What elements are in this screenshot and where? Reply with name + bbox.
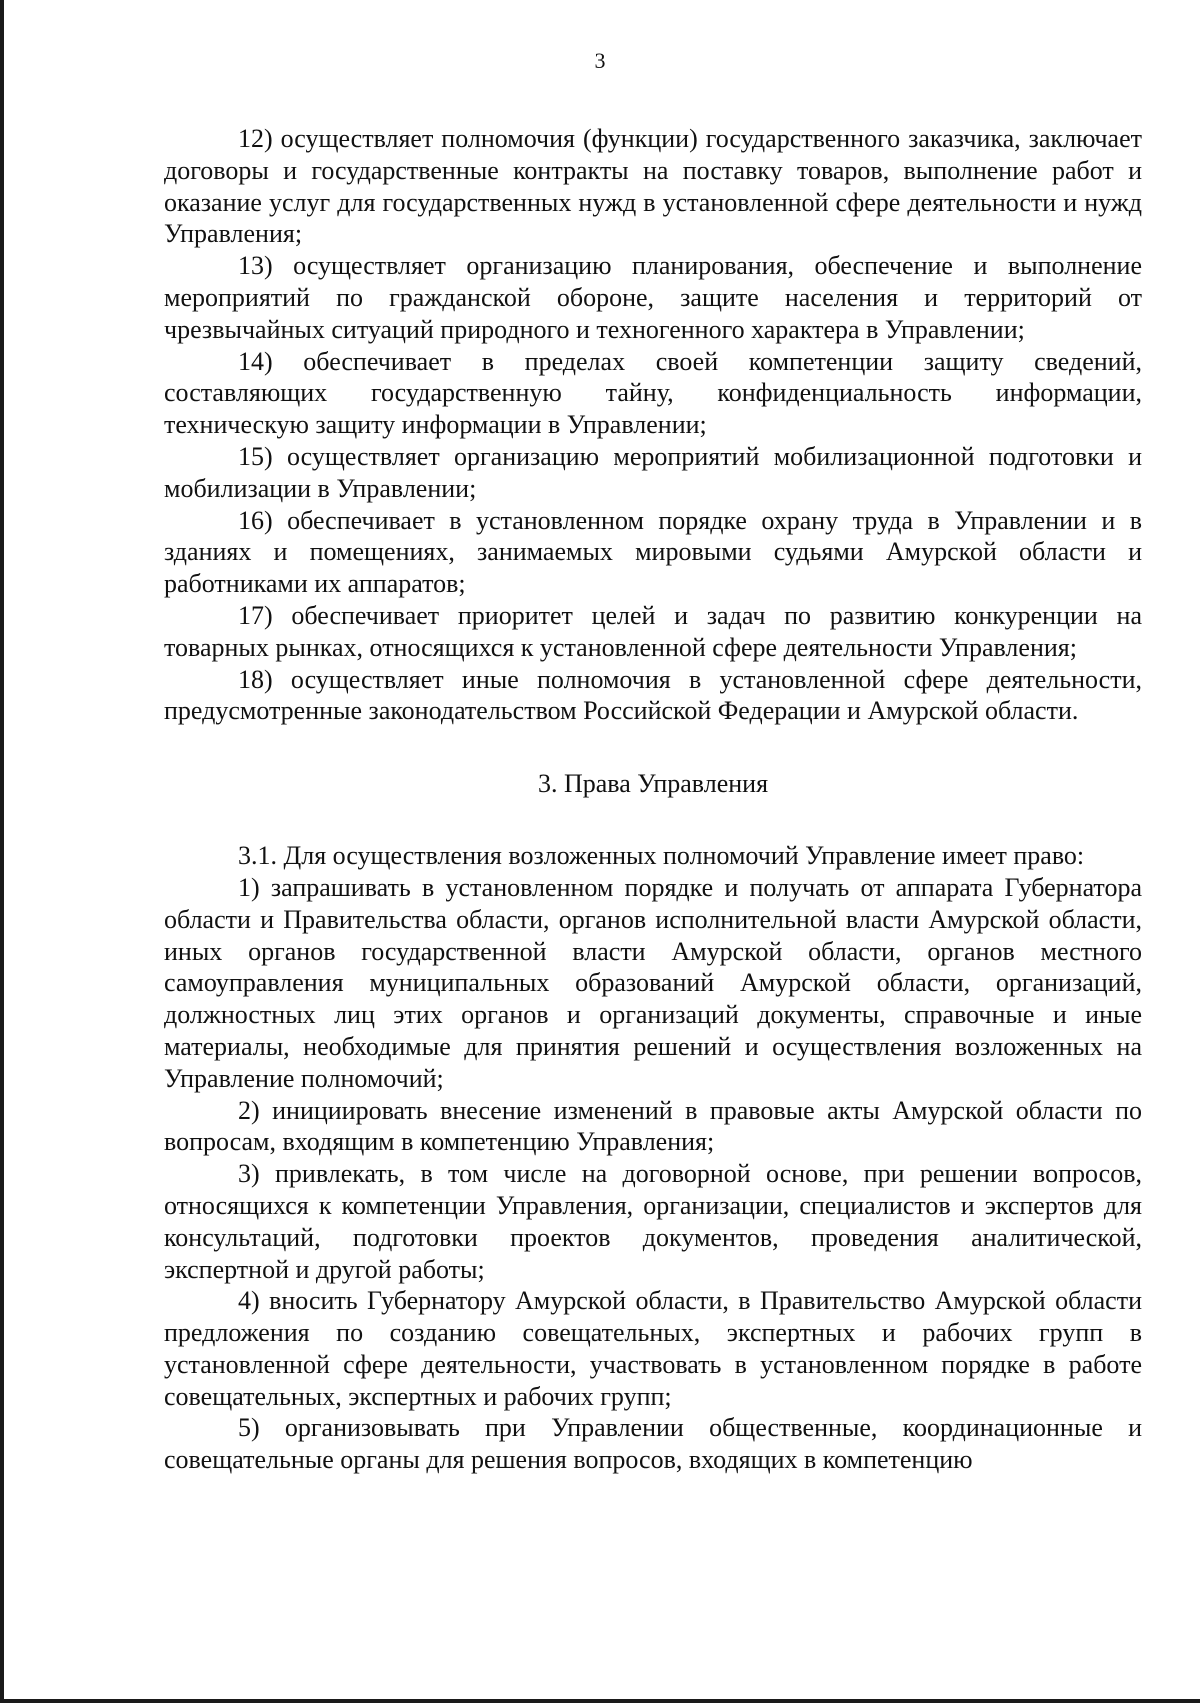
rights-item-5: 5) организовывать при Управлении общественные, координационные и совещательные органы для решения вопросов, входящих в компетенцию: [164, 1413, 1142, 1475]
list-item-12: 12) осуществляет полномочия (функции) государственного заказчика, заключает договоры и государственные контракты на поставку товаров, выполнение работ и оказание услуг для государственных нужд в установленной сфере деятельности и нужд Управления;: [164, 124, 1142, 249]
list-item-15: 15) осуществляет организацию мероприятий мобилизационной подготовки и мобилизации в Управлении;: [164, 441, 1142, 503]
rights-item-1: 1) запрашивать в установленном порядке и получать от аппарата Губернатора области и Правительства области, органов исполнительной власти Амурской области, иных органов государственной власти Амурской области, органов местного самоуправления муниципальных образований Амурской области, организаций, должностных лиц этих органов и организаций документы, справочные и иные материалы, необходимые для принятия решений и осуществления возложенных на Управление полномочий;: [164, 872, 1142, 1093]
rights-item-3: 3) привлекать, в том числе на договорной основе, при решении вопросов, относящихся к компетенции Управления, организации, специалистов и экспертов для консультаций, подготовки проектов документов, проведения аналитической, экспертной и другой работы;: [164, 1159, 1142, 1284]
list-item-17: 17) обеспечивает приоритет целей и задач по развитию конкуренции на товарных рынках, относящихся к установленной сфере деятельности Управления;: [164, 600, 1142, 662]
section-heading: 3. Права Управления: [537, 769, 769, 799]
list-item-13: 13) осуществляет организацию планирования, обеспечение и выполнение мероприятий по гражданской обороне, защите населения и территорий от чрезвычайных ситуаций природного и техногенного характера в Управлении;: [164, 251, 1142, 344]
rights-item-2: 2) инициировать внесение изменений в правовые акты Амурской области по вопросам, входящим в компетенцию Управления;: [164, 1095, 1142, 1157]
scan-border-bottom: [0, 1699, 1200, 1703]
list-item-14: 14) обеспечивает в пределах своей компетенции защиту сведений, составляющих государственную тайну, конфиденциальность информации, техническую защиту информации в Управлении;: [164, 346, 1142, 440]
scan-border-left: [0, 0, 4, 1703]
document-body: [164, 123, 1142, 1476]
rights-item-4: 4) вносить Губернатору Амурской области, в Правительство Амурской области предложения по созданию совещательных, экспертных и рабочих групп в установленной сфере деятельности, участвовать в установленном порядке в работе совещательных, экспертных и рабочих групп;: [164, 1286, 1142, 1411]
page-number: 3: [594, 48, 606, 73]
section-intro: 3.1. Для осуществления возложенных полномочий Управление имеет право:: [238, 841, 1085, 871]
list-item-18: 18) осуществляет иные полномочия в установленной сфере деятельности, предусмотренные законодательством Российской Федерации и Амурской области.: [164, 664, 1142, 726]
list-item-16: 16) обеспечивает в установленном порядке охрану труда в Управлении и в зданиях и помещениях, занимаемых мировыми судьями Амурской области и работниками их аппаратов;: [164, 505, 1142, 599]
